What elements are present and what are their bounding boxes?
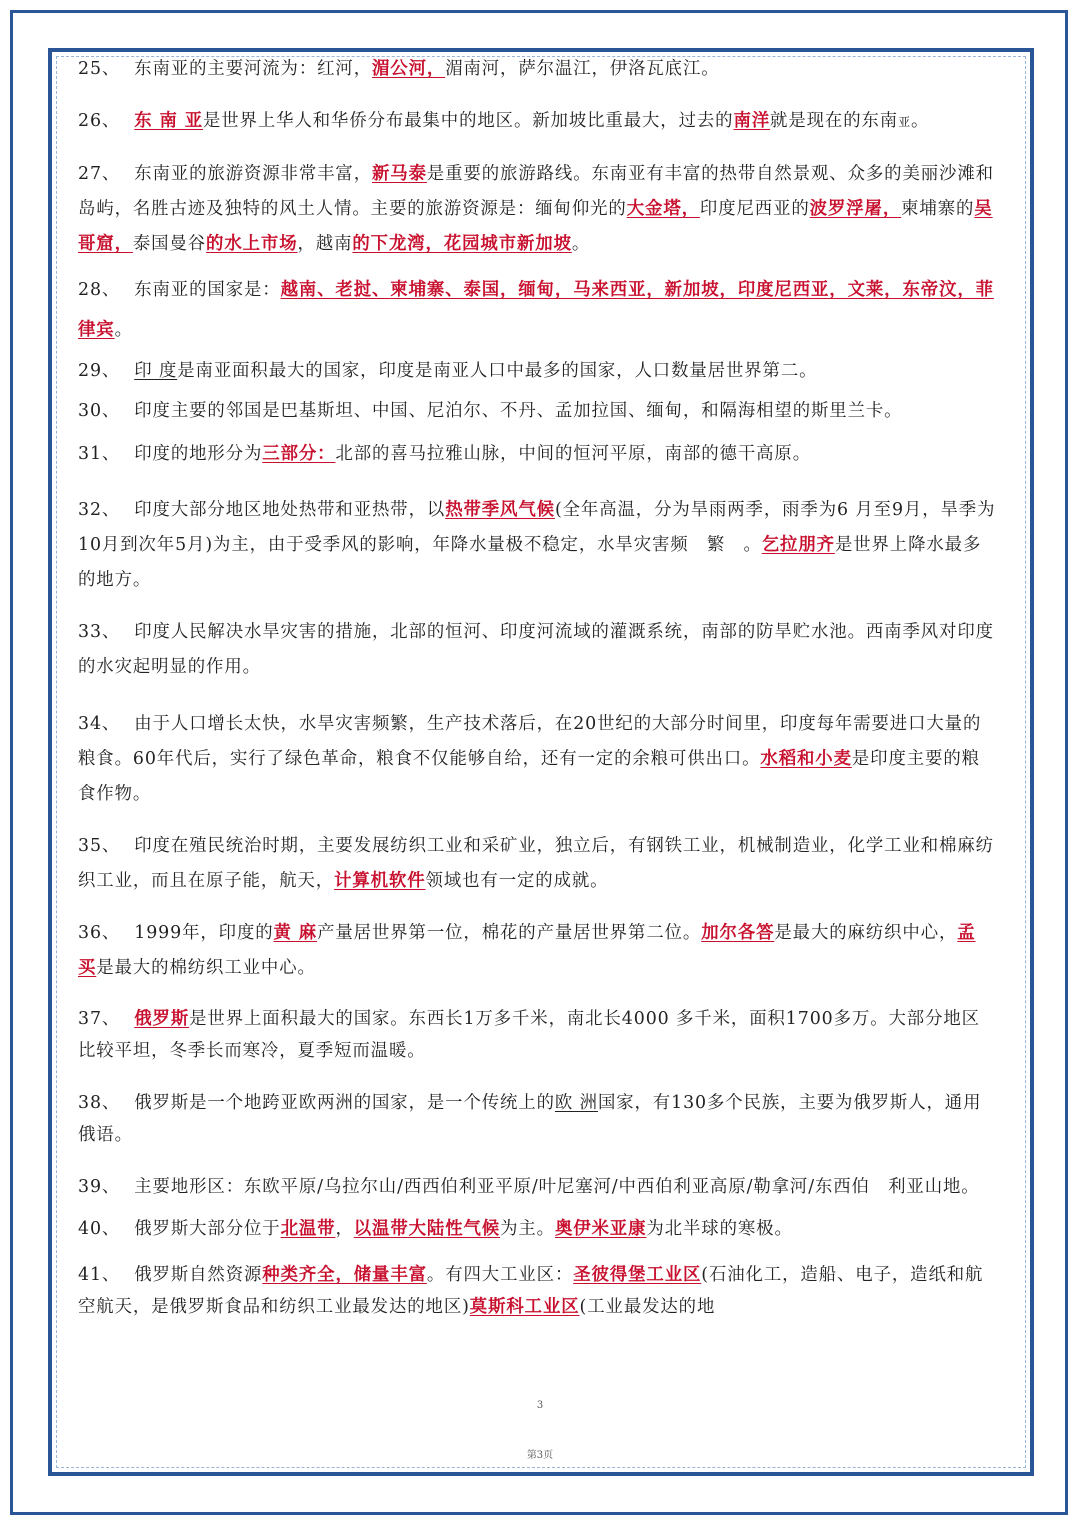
highlighted-term: 热带季风气候 [445,500,555,520]
text-segment: 北部的喜马拉雅山脉，中间的恒河平原，南部的德干高原。 [335,444,812,464]
text-segment: 领域也有一定的成就。 [425,871,609,891]
item-number: 41、 [78,1265,121,1285]
text-segment: 就是现在的东南 [770,111,899,131]
note-item-29 [78,354,996,389]
text-segment: (全年高温，分为旱雨两季，雨季为6 月至9月，旱季为10月到次年5月)为主，由于受季风的影响，年降水量极不稳定，水旱灾害频 繁 。 [78,500,996,555]
text-segment: 东南亚的国家是： [134,280,281,300]
text-segment: 印度大部分地区地处热带和亚热带，以 [134,500,446,520]
item-number: 31、 [78,444,121,464]
text-segment: 是世界上华人和华侨分布最集中的地区。新加坡比重最大，过去的 [203,111,734,131]
text-segment: 主要地形区：东欧平原/乌拉尔山/西西伯利亚平原/叶尼塞河/中西伯利亚高原/勒拿河/东西伯 利亚山地。 [134,1177,980,1197]
note-item-26 [78,104,996,140]
text-segment: 印度尼西亚的 [699,199,810,219]
highlighted-term: 计算机软件 [334,871,426,891]
note-item-41 [78,1259,996,1323]
highlighted-term: 的下龙湾，花园城市新加坡 [352,234,572,254]
item-number: 34、 [78,714,121,734]
highlighted-term: 南洋 [733,111,771,131]
text-segment: 国家，有130多个民族，主要为俄罗斯人，通用俄语。 [78,1093,982,1145]
highlighted-term: 的水上市场 [206,234,298,254]
note-item-37 [78,1003,996,1067]
text-segment: 柬埔寨的 [901,199,975,219]
item-number: 25、 [78,59,121,79]
text-segment: 。 [571,234,591,254]
note-item-30 [78,394,996,429]
highlighted-term: 三部分： [262,444,336,464]
highlighted-term: 北温带 [280,1219,336,1239]
item-number: 26、 [78,111,121,131]
text-segment: 是南亚面积最大的国家，印度是南亚人口中最多的国家，人口数量居世界第二。 [177,361,818,381]
text-segment: 印度人民解决水旱灾害的措施，北部的恒河、印度河流域的灌溉系统，南部的防旱贮水池。西南季风对印度的水灾起明显的作用。 [78,622,994,677]
highlighted-term: 吴哥窟， [78,199,993,254]
text-segment: 是世界上降水最多的地方。 [78,535,982,590]
underlined-term: 印 度 [134,361,178,381]
note-item-34 [78,707,996,812]
text-segment: 是最大的麻纺织中心， [774,923,958,943]
note-item-32 [78,493,996,598]
highlighted-term: 孟 买 [78,923,976,978]
item-number: 32、 [78,500,121,520]
highlighted-term: 新马泰 [372,164,427,184]
text-segment: 印度主要的邻国是巴基斯坦、中国、尼泊尔、不丹、孟加拉国、缅甸，和隔海相望的斯里兰卡。 [134,401,903,421]
note-item-40 [78,1212,996,1247]
highlighted-term: 东 南 亚 [134,111,204,131]
text-segment: 俄罗斯大部分位于 [134,1219,281,1239]
highlighted-term: 乞拉朋齐 [761,535,835,555]
item-number: 35、 [78,836,121,856]
item-number: 38、 [78,1093,121,1113]
text-segment: 。 [114,320,133,340]
item-number: 29、 [78,361,121,381]
text-segment: 产量居世界第一位，棉花的产量居世界第二位。 [317,923,702,943]
highlighted-term: 奥伊米亚康 [554,1219,647,1239]
page-number: 3 [536,1400,544,1411]
highlighted-term: 水稻和小麦 [760,749,852,769]
text-segment: 东南亚的旅游资源非常丰富， [134,164,373,184]
note-item-25 [78,52,996,87]
text-segment: 东南亚的主要河流为：红河， [134,59,373,79]
item-number: 28、 [78,280,121,300]
highlighted-term: 种类齐全，储量丰富 [262,1265,427,1285]
highlighted-term: 黄 麻 [273,923,318,943]
page-footer: 第3页 [526,1450,554,1461]
text-segment: ， [335,1219,354,1239]
text-segment: (工业最发达的地 [579,1297,716,1317]
text-segment: (石油化工，造船、电子，造纸和航空航天，是俄罗斯食品和纺织工业最发达的地区) [78,1265,984,1317]
text-segment: 1999年，印度的 [134,923,274,943]
highlighted-term: 以温带大陆性气候 [353,1219,501,1239]
note-item-38 [78,1087,996,1151]
note-item-35 [78,829,996,899]
text-segment: 是印度主要的粮食作物。 [78,749,980,804]
underlined-term: 欧 洲 [554,1093,598,1113]
highlighted-term: 莫斯科工业区 [469,1297,580,1317]
item-number: 36、 [78,923,121,943]
text-segment: 俄罗斯是一个地跨亚欧两洲的国家，是一个传统上的 [134,1093,555,1113]
text-segment: 。有四大工业区： [426,1265,574,1285]
item-number: 27、 [78,164,121,184]
highlighted-term: 俄罗斯 [134,1009,190,1029]
text-segment: 是最大的棉纺织工业中心。 [96,958,316,978]
item-number: 39、 [78,1177,121,1197]
text-segment: 泰国曼谷 [132,234,207,254]
item-number: 40、 [78,1219,121,1239]
text-segment: 为北半球的寒极。 [646,1219,793,1239]
note-item-31 [78,437,996,472]
text-segment: 湄南河，萨尔温江，伊洛瓦底江。 [445,59,720,79]
item-number: 33、 [78,622,121,642]
text-segment: 俄罗斯自然资源 [134,1265,263,1285]
text-segment: 。 [911,111,930,131]
item-number: 37、 [78,1009,121,1029]
highlighted-term: 圣彼得堡工业区 [573,1265,702,1285]
notes-content [78,52,996,1323]
highlighted-term: 大金塔， [626,199,700,219]
highlighted-term: 湄公河， [372,59,446,79]
text-segment: 是重要的旅游路线。东南亚有丰富的热带自然景观、众多的美丽沙滩和岛屿，名胜古迹及独特的风土人情。主要的旅游资源是：缅甸仰光的 [78,164,994,219]
text-segment: 为主。 [500,1219,555,1239]
highlighted-term: 加尔各答 [701,923,775,943]
note-item-39 [78,1171,996,1204]
highlighted-term: 越南、老挝、柬埔寨、泰国，缅甸，马来西亚，新加坡，印度尼西亚，文莱，东帝汶，菲律宾 [78,280,994,340]
highlighted-term: 波罗浮屠， [809,199,902,219]
text-segment: 亚 [898,115,911,129]
note-item-28 [78,270,996,350]
text-segment: 是世界上面积最大的国家。东西长1万多千米，南北长4000 多千米，面积1700多万。大部分地区比较平坦，冬季长而寒冷，夏季短而温暖。 [78,1009,980,1061]
text-segment: 印度的地形分为 [134,444,263,464]
item-number: 30、 [78,401,121,421]
text-segment: 由于人口增长太快，水旱灾害频繁，生产技术落后，在20世纪的大部分时间里，印度每年需要进口大量的粮食。60年代后，实行了绿色革命，粮食不仅能够自给，还有一定的余粮可供出口。 [78,714,982,769]
note-item-27 [78,157,996,262]
note-item-33 [78,615,996,685]
text-segment: ，越南 [297,234,353,254]
text-segment: 印度在殖民统治时期，主要发展纺织工业和采矿业，独立后，有钢铁工业，机械制造业，化学工业和棉麻纺织工业，而且在原子能，航天， [78,836,994,891]
note-item-36 [78,916,996,986]
